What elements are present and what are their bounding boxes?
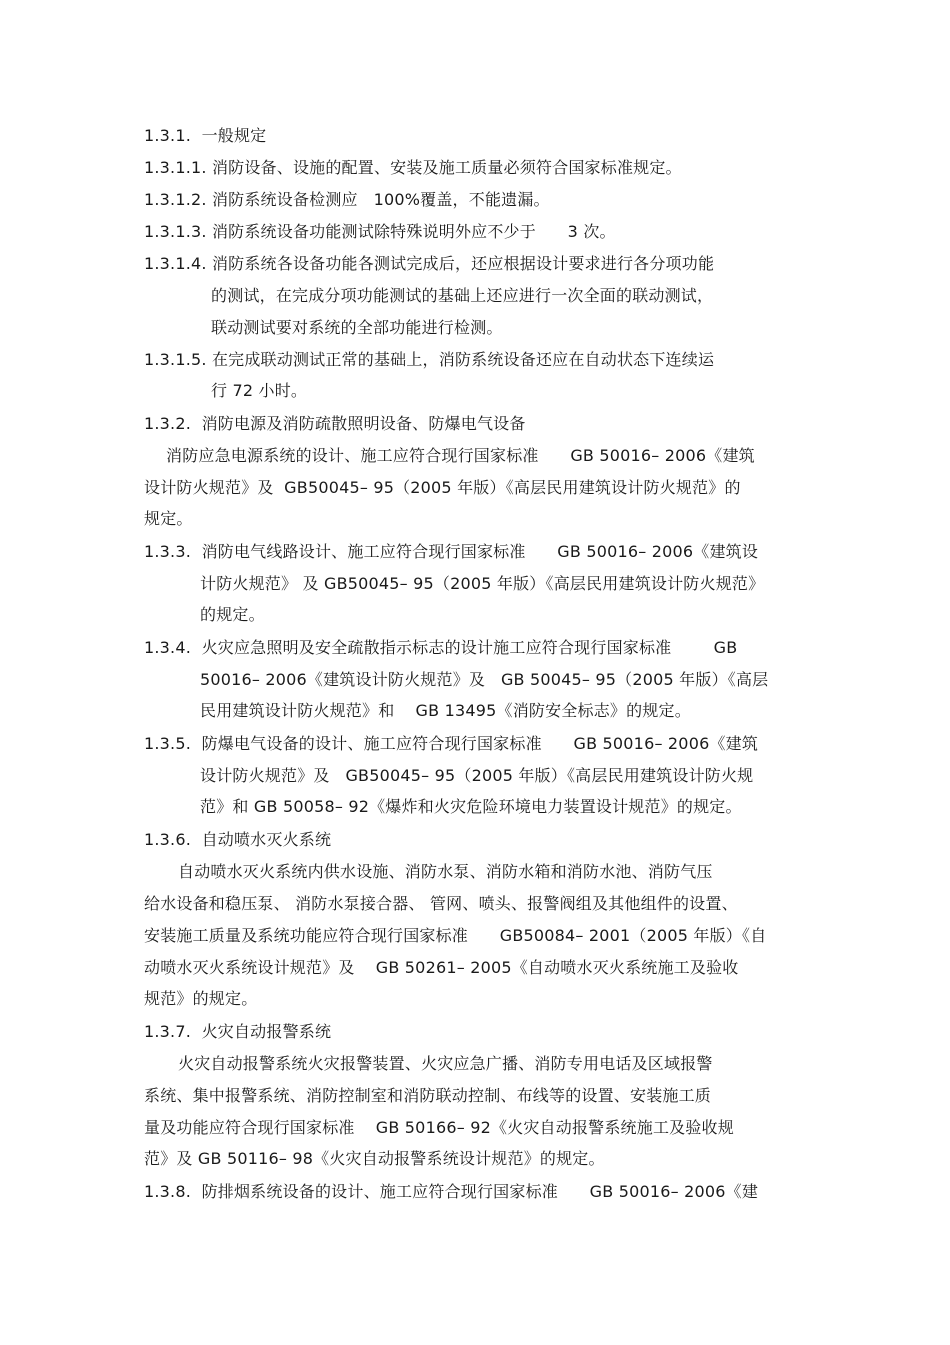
heading-1-3-6: 1.3.6. 自动喷水灭火系统 (144, 830, 332, 849)
paragraph-1-3-2: 规定。 (144, 509, 193, 528)
clause-1-3-5-cont: 设计防火规范》及 GB50045– 95（2005 年版）《高层民用建筑设计防火规 (200, 766, 754, 785)
paragraph-1-3-6: 安装施工质量及系统功能应符合现行国家标准 GB50084– 2001（2005 年版）《自 (144, 926, 767, 945)
clause-1-3-1-4: 1.3.1.4. 消防系统各设备功能各测试完成后，还应根据设计要求进行各分项功能 (144, 254, 715, 273)
clause-1-3-1-5-cont: 行 72 小时。 (211, 381, 308, 400)
clause-1-3-1-2: 1.3.1.2. 消防系统设备检测应 100%覆盖，不能遗漏。 (144, 190, 550, 209)
clause-1-3-3-cont: 计防火规范》 及 GB50045– 95（2005 年版）《高层民用建筑设计防火规范》 (200, 574, 765, 593)
paragraph-1-3-7: 范》及 GB 50116– 98《火灾自动报警系统设计规范》的规定。 (144, 1149, 605, 1168)
paragraph-1-3-7: 系统、集中报警系统、消防控制室和消防联动控制、布线等的设置、安装施工质 (144, 1086, 712, 1105)
clause-1-3-4: 1.3.4. 火灾应急照明及安全疏散指示标志的设计施工应符合现行国家标准 GB (144, 638, 738, 657)
clause-1-3-4-cont: 民用建筑设计防火规范》和 GB 13495《消防安全标志》的规定。 (200, 701, 691, 720)
clause-1-3-5-cont: 范》和 GB 50058– 92《爆炸和火灾危险环境电力装置设计规范》的规定。 (200, 797, 742, 816)
paragraph-1-3-2: 设计防火规范》及 GB50045– 95（2005 年版）《高层民用建筑设计防火规范》的 (144, 478, 741, 497)
paragraph-1-3-6: 自动喷水灭火系统内供水设施、消防水泵、消防水箱和消防水池、消防气压 (178, 862, 713, 881)
clause-1-3-4-cont: 50016– 2006《建筑设计防火规范》及 GB 50045– 95（2005 年版）《高层 (200, 670, 769, 689)
clause-1-3-1-1: 1.3.1.1. 消防设备、设施的配置、安装及施工质量必须符合国家标准规定。 (144, 158, 682, 177)
clause-1-3-3-cont: 的规定。 (200, 605, 265, 624)
clause-1-3-1-4-cont: 的测试，在完成分项功能测试的基础上还应进行一次全面的联动测试， (211, 286, 714, 305)
heading-1-3-1: 1.3.1. 一般规定 (144, 126, 267, 145)
paragraph-1-3-6: 动喷水灭火系统设计规范》及 GB 50261– 2005《自动喷水灭火系统施工及验收 (144, 958, 739, 977)
paragraph-1-3-2: 消防应急电源系统的设计、施工应符合现行国家标准 GB 50016– 2006《建筑 (166, 446, 755, 465)
clause-1-3-5: 1.3.5. 防爆电气设备的设计、施工应符合现行国家标准 GB 50016– 2006《建筑 (144, 734, 759, 753)
clause-1-3-3: 1.3.3. 消防电气线路设计、施工应符合现行国家标准 GB 50016– 2006《建筑设 (144, 542, 759, 561)
paragraph-1-3-7: 火灾自动报警系统火灾报警装置、火灾应急广播、消防专用电话及区域报警 (178, 1054, 713, 1073)
paragraph-1-3-7: 量及功能应符合现行国家标准 GB 50166– 92《火灾自动报警系统施工及验收规 (144, 1118, 734, 1137)
clause-1-3-8: 1.3.8. 防排烟系统设备的设计、施工应符合现行国家标准 GB 50016– 2006《建 (144, 1182, 759, 1201)
clause-1-3-1-3: 1.3.1.3. 消防系统设备功能测试除特殊说明外应不少于 3 次。 (144, 222, 616, 241)
clause-1-3-1-4-cont: 联动测试要对系统的全部功能进行检测。 (211, 318, 503, 337)
clause-1-3-1-5: 1.3.1.5. 在完成联动测试正常的基础上，消防系统设备还应在自动状态下连续运 (144, 350, 715, 369)
paragraph-1-3-6: 给水设备和稳压泵、 消防水泵接合器、 管网、喷头、报警阀组及其他组件的设置、 (144, 894, 738, 913)
heading-1-3-2: 1.3.2. 消防电源及消防疏散照明设备、防爆电气设备 (144, 414, 526, 433)
heading-1-3-7: 1.3.7. 火灾自动报警系统 (144, 1022, 332, 1041)
paragraph-1-3-6: 规范》的规定。 (144, 989, 258, 1008)
